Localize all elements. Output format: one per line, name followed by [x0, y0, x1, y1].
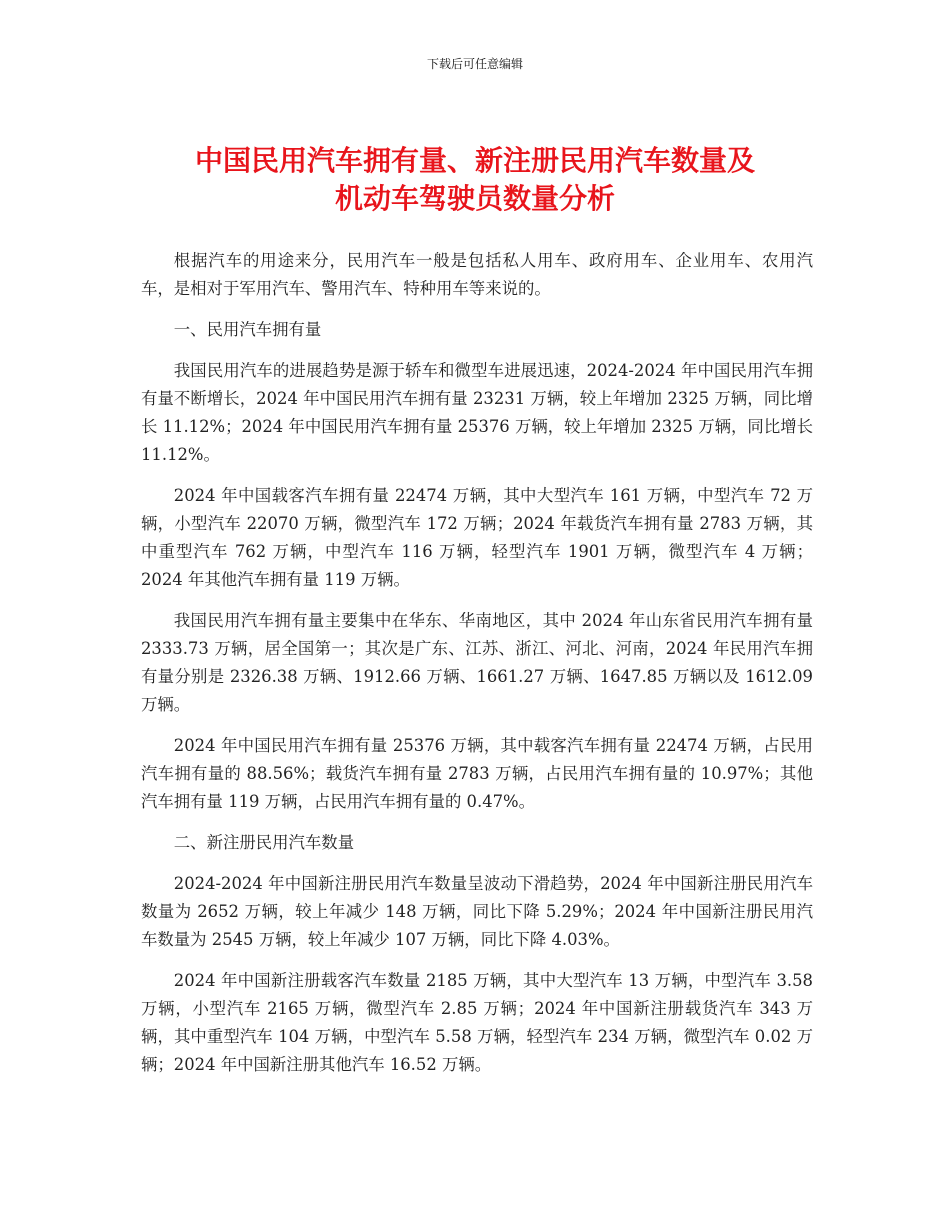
header-note: 下载后可任意编辑 [426, 57, 523, 71]
section-heading-1: 一、民用汽车拥有量 [173, 320, 322, 339]
body-paragraph: 2024 年中国新注册载客汽车数量 2185 万辆，其中大型汽车 13 万辆，中型汽车 3.58 万辆，小型汽车 2165 万辆，微型汽车 2.85 万辆；2024 年中国新注册载货汽车 343 万辆，其中重型汽车 104 万辆，中型汽车 5.58 万辆，轻型汽车 234 万辆，微型汽车 0.02 万辆；2024 年中国新注册其他汽车 16.52 万辆。 [141, 971, 813, 1074]
body-paragraph: 我国民用汽车拥有量主要集中在华东、华南地区，其中 2024 年山东省民用汽车拥有量 2333.73 万辆，居全国第一；其次是广东、江苏、浙江、河北、河南，2024 年民用汽车拥有量分别是 2326.38 万辆、1912.66 万辆、1661.27 万辆、1647.85 万辆以及 1612.09 万辆。 [141, 611, 813, 714]
section-heading-2: 二、新注册民用汽车数量 [173, 833, 355, 852]
title-line-1: 中国民用汽车拥有量、新注册民用汽车数量及 [194, 144, 755, 177]
body-paragraph: 2024 年中国民用汽车拥有量 25376 万辆，其中载客汽车拥有量 22474 万辆，占民用汽车拥有量的 88.56%；载货汽车拥有量 2783 万辆，占民用汽车拥有量的 10.97%；其他汽车拥有量 119 万辆，占民用汽车拥有量的 0.47%。 [141, 736, 813, 811]
document-title [120, 142, 830, 218]
body-paragraph: 我国民用汽车的进展趋势是源于轿车和微型车进展迅速，2024-2024 年中国民用汽车拥有量不断增长，2024 年中国民用汽车拥有量 23231 万辆，较上年增加 2325 万辆，同比增长 11.12%；2024 年中国民用汽车拥有量 25376 万辆，较上年增加 2325 万辆，同比增长 11.12%。 [141, 361, 813, 464]
body-paragraph: 2024-2024 年中国新注册民用汽车数量呈波动下滑趋势，2024 年中国新注册民用汽车数量为 2652 万辆，较上年减少 148 万辆，同比下降 5.29%；2024 年中国新注册民用汽车数量为 2545 万辆，较上年减少 107 万辆，同比下降 4.03%。 [141, 874, 813, 949]
document-body [141, 247, 813, 1092]
intro-paragraph: 根据汽车的用途来分，民用汽车一般是包括私人用车、政府用车、企业用车、农用汽车，是相对于军用汽车、警用汽车、特种用车等来说的。 [141, 251, 813, 298]
body-paragraph: 2024 年中国载客汽车拥有量 22474 万辆，其中大型汽车 161 万辆，中型汽车 72 万辆，小型汽车 22070 万辆，微型汽车 172 万辆；2024 年载货汽车拥有量 2783 万辆，其中重型汽车 762 万辆，中型汽车 116 万辆，轻型汽车 1901 万辆，微型汽车 4 万辆；2024 年其他汽车拥有量 119 万辆。 [141, 486, 813, 589]
title-line-2: 机动车驾驶员数量分析 [334, 182, 615, 215]
